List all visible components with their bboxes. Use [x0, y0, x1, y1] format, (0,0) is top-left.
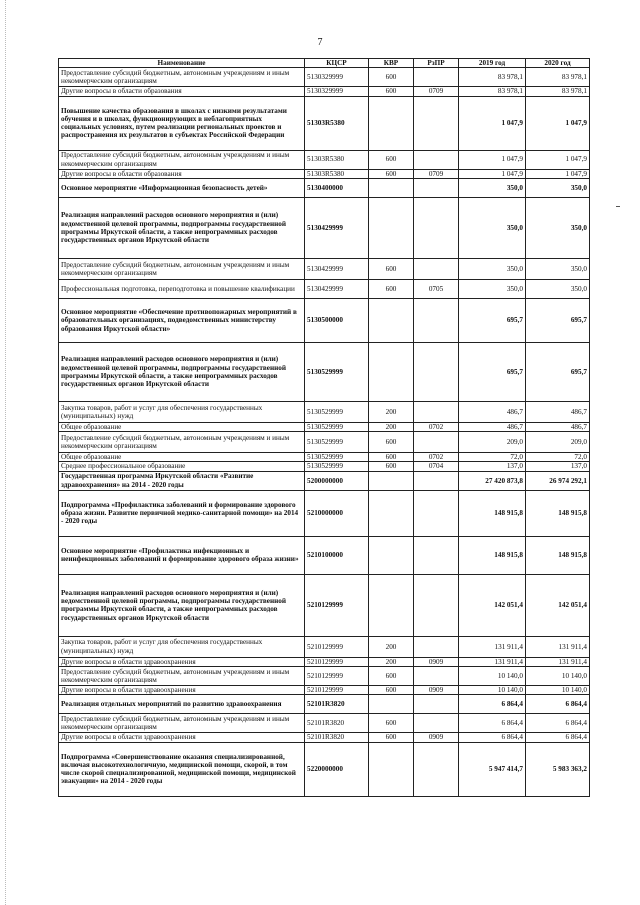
cell-kcsr: 5210129999 — [305, 686, 369, 695]
cell-name: Среднее профессиональное образование — [59, 462, 305, 471]
cell-2019: 142 051,4 — [459, 574, 526, 636]
cell-2019: 6 864,4 — [459, 695, 526, 714]
cell-2019: 6 864,4 — [459, 714, 526, 733]
cell-kvr — [369, 742, 414, 796]
cell-2019: 1 047,9 — [459, 150, 526, 169]
budget-table — [58, 58, 590, 797]
table-row — [59, 87, 590, 96]
cell-rzpr — [414, 636, 459, 657]
cell-rzpr — [414, 96, 459, 150]
cell-kcsr: 5130500000 — [305, 298, 369, 342]
cell-2019: 131 911,4 — [459, 636, 526, 657]
cell-kcsr: 52101R3820 — [305, 695, 369, 714]
cell-kcsr: 5130529999 — [305, 342, 369, 401]
cell-name: Повышение качества образования в школах с низкими результатами обучения и в школах, функционирующих в неблагоприятных социальных условиях, путем реализации региональных проектов и распространения их результатов в субъектах Российской Федерации — [59, 96, 305, 150]
table-row — [59, 401, 590, 422]
cell-kcsr: 5130529999 — [305, 432, 369, 453]
cell-2020: 486,7 — [526, 401, 590, 422]
table-row — [59, 258, 590, 279]
cell-2019: 350,0 — [459, 279, 526, 298]
cell-rzpr: 0909 — [414, 686, 459, 695]
cell-rzpr — [414, 695, 459, 714]
cell-2019: 1 047,9 — [459, 169, 526, 178]
table-row — [59, 714, 590, 733]
table-row — [59, 686, 590, 695]
cell-2020: 350,0 — [526, 258, 590, 279]
cell-kcsr: 5200000000 — [305, 471, 369, 490]
cell-rzpr — [414, 298, 459, 342]
cell-kvr: 600 — [369, 87, 414, 96]
cell-rzpr: 0909 — [414, 657, 459, 666]
cell-name: Реализация направлений расходов основного мероприятия и (или) ведомственной целевой программы, подпрограммы государственной программы Иркутской области, а также непрограммных расходов государственных органов Иркутской области — [59, 342, 305, 401]
cell-kvr: 600 — [369, 733, 414, 742]
header-2019: 2019 год — [459, 59, 526, 68]
cell-rzpr: 0702 — [414, 453, 459, 462]
cell-2019: 148 915,8 — [459, 490, 526, 536]
cell-rzpr — [414, 742, 459, 796]
cell-2019: 6 864,4 — [459, 733, 526, 742]
cell-kcsr: 5210129999 — [305, 636, 369, 657]
cell-name: Общее образование — [59, 422, 305, 431]
cell-kvr: 600 — [369, 68, 414, 87]
cell-2020: 1 047,9 — [526, 169, 590, 178]
cell-2019: 1 047,9 — [459, 96, 526, 150]
table-row — [59, 197, 590, 258]
cell-name: Подпрограмма «Совершенствование оказания специализированной, включая высокотехнологичную, медицинской помощи, скорой, в том числе скорой специализированной, медицинской помощи, медицинской эвакуации» на 2014 - 2020 годы — [59, 742, 305, 796]
cell-2020: 6 864,4 — [526, 695, 590, 714]
cell-name: Другие вопросы в области здравоохранения — [59, 686, 305, 695]
cell-kvr: 600 — [369, 258, 414, 279]
cell-2019: 350,0 — [459, 258, 526, 279]
cell-name: Другие вопросы в области образования — [59, 87, 305, 96]
cell-name: Предоставление субсидий бюджетным, автономным учреждениям и иным некоммерческим организациям — [59, 68, 305, 87]
cell-2019: 486,7 — [459, 401, 526, 422]
cell-2020: 1 047,9 — [526, 150, 590, 169]
cell-name: Предоставление субсидий бюджетным, автономным учреждениям и иным некоммерческим организациям — [59, 714, 305, 733]
cell-2020: 148 915,8 — [526, 536, 590, 574]
cell-kvr — [369, 342, 414, 401]
table-row — [59, 742, 590, 796]
table-row — [59, 169, 590, 178]
cell-rzpr: 0709 — [414, 87, 459, 96]
cell-name: Другие вопросы в области здравоохранения — [59, 657, 305, 666]
table-row — [59, 342, 590, 401]
cell-kcsr: 5130529999 — [305, 422, 369, 431]
table-row — [59, 68, 590, 87]
cell-2019: 131 911,4 — [459, 657, 526, 666]
cell-2019: 83 978,1 — [459, 68, 526, 87]
cell-rzpr — [414, 667, 459, 686]
cell-2020: 350,0 — [526, 178, 590, 197]
cell-kvr — [369, 695, 414, 714]
cell-kcsr: 51303R5380 — [305, 169, 369, 178]
cell-2020: 695,7 — [526, 342, 590, 401]
cell-name: Основное мероприятие «Информационная безопасность детей» — [59, 178, 305, 197]
cell-rzpr — [414, 68, 459, 87]
cell-kvr — [369, 298, 414, 342]
cell-name: Реализация направлений расходов основного мероприятия и (или) ведомственной целевой программы, подпрограммы государственной программы Иркутской области, а также непрограммных расходов государственных органов Иркутской области — [59, 197, 305, 258]
page-edge-line — [5, 0, 6, 905]
table-row — [59, 150, 590, 169]
cell-2019: 72,0 — [459, 453, 526, 462]
cell-kvr: 600 — [369, 714, 414, 733]
cell-kvr: 600 — [369, 462, 414, 471]
cell-2019: 137,0 — [459, 462, 526, 471]
cell-rzpr — [414, 150, 459, 169]
cell-2020: 83 978,1 — [526, 68, 590, 87]
cell-name: Предоставление субсидий бюджетным, автономным учреждениям и иным некоммерческим организациям — [59, 432, 305, 453]
cell-rzpr — [414, 401, 459, 422]
table-row — [59, 657, 590, 666]
cell-kvr: 600 — [369, 432, 414, 453]
cell-2019: 209,0 — [459, 432, 526, 453]
table-row — [59, 667, 590, 686]
table-row — [59, 453, 590, 462]
cell-kvr: 200 — [369, 401, 414, 422]
table-row — [59, 733, 590, 742]
cell-kcsr: 5130529999 — [305, 453, 369, 462]
cell-name: Основное мероприятие «Профилактика инфекционных и неинфекционных заболеваний и формирование здорового образа жизни» — [59, 536, 305, 574]
table-row — [59, 471, 590, 490]
cell-kcsr: 5130529999 — [305, 401, 369, 422]
cell-kcsr: 5130429999 — [305, 197, 369, 258]
header-2020: 2020 год — [526, 59, 590, 68]
cell-name: Реализация направлений расходов основного мероприятия и (или) ведомственной целевой программы, подпрограммы государственной программы Иркутской области, а также непрограммных расходов государственных органов Иркутской области — [59, 574, 305, 636]
cell-kcsr: 52101R3820 — [305, 733, 369, 742]
cell-2020: 131 911,4 — [526, 657, 590, 666]
header-kvr: КВР — [369, 59, 414, 68]
cell-2020: 350,0 — [526, 279, 590, 298]
cell-rzpr — [414, 536, 459, 574]
cell-kvr — [369, 178, 414, 197]
cell-2020: 131 911,4 — [526, 636, 590, 657]
cell-kcsr: 5130400000 — [305, 178, 369, 197]
cell-kcsr: 5130329999 — [305, 87, 369, 96]
cell-name: Профессиональная подготовка, переподготовка и повышение квалификации — [59, 279, 305, 298]
cell-rzpr — [414, 178, 459, 197]
cell-name: Основное мероприятие «Обеспечение противопожарных мероприятий в образовательных организациях, подведомственных министерству образования Иркутской области» — [59, 298, 305, 342]
cell-name: Предоставление субсидий бюджетным, автономным учреждениям и иным некоммерческим организациям — [59, 667, 305, 686]
cell-2020: 26 974 292,1 — [526, 471, 590, 490]
cell-name: Общее образование — [59, 453, 305, 462]
cell-rzpr — [414, 197, 459, 258]
cell-name: Закупка товаров, работ и услуг для обеспечения государственных (муниципальных) нужд — [59, 401, 305, 422]
cell-2019: 5 947 414,7 — [459, 742, 526, 796]
cell-rzpr — [414, 471, 459, 490]
cell-kcsr: 52101R3820 — [305, 714, 369, 733]
table-body — [59, 68, 590, 796]
table-row — [59, 536, 590, 574]
table-row — [59, 574, 590, 636]
cell-2020: 350,0 — [526, 197, 590, 258]
cell-name: Подпрограмма «Профилактика заболеваний и формирование здорового образа жизни. Развитие первичной медико-санитарной помощи» на 2014 - 2020 годы — [59, 490, 305, 536]
cell-kvr — [369, 490, 414, 536]
cell-2020: 486,7 — [526, 422, 590, 431]
cell-rzpr — [414, 432, 459, 453]
header-kcsr: КЦСР — [305, 59, 369, 68]
cell-kvr: 600 — [369, 667, 414, 686]
cell-2020: 209,0 — [526, 432, 590, 453]
cell-kvr: 600 — [369, 279, 414, 298]
cell-name: Закупка товаров, работ и услуг для обеспечения государственных (муниципальных) нужд — [59, 636, 305, 657]
cell-2019: 695,7 — [459, 298, 526, 342]
cell-rzpr: 0702 — [414, 422, 459, 431]
cell-rzpr: 0909 — [414, 733, 459, 742]
cell-name: Предоставление субсидий бюджетным, автономным учреждениям и иным некоммерческим организациям — [59, 150, 305, 169]
cell-kcsr: 5210000000 — [305, 490, 369, 536]
cell-2019: 486,7 — [459, 422, 526, 431]
cell-kcsr: 5130329999 — [305, 68, 369, 87]
cell-kvr — [369, 471, 414, 490]
cell-kcsr: 5130429999 — [305, 258, 369, 279]
cell-kcsr: 5210129999 — [305, 667, 369, 686]
table-row — [59, 298, 590, 342]
cell-name: Государственная программа Иркутской области «Развитие здравоохранения» на 2014 - 2020 годы — [59, 471, 305, 490]
cell-2020: 83 978,1 — [526, 87, 590, 96]
cell-kcsr: 5220000000 — [305, 742, 369, 796]
cell-2019: 27 420 873,8 — [459, 471, 526, 490]
cell-2020: 137,0 — [526, 462, 590, 471]
cell-kvr: 200 — [369, 657, 414, 666]
cell-2019: 148 915,8 — [459, 536, 526, 574]
cell-kvr — [369, 536, 414, 574]
cell-kcsr: 5130529999 — [305, 462, 369, 471]
cell-2020: 1 047,9 — [526, 96, 590, 150]
cell-kvr: 200 — [369, 422, 414, 431]
cell-name: Другие вопросы в области образования — [59, 169, 305, 178]
cell-2020: 142 051,4 — [526, 574, 590, 636]
cell-2020: 6 864,4 — [526, 714, 590, 733]
cell-2019: 350,0 — [459, 197, 526, 258]
cell-kvr — [369, 96, 414, 150]
cell-rzpr — [414, 258, 459, 279]
cell-2020: 6 864,4 — [526, 733, 590, 742]
cell-kcsr: 5130429999 — [305, 279, 369, 298]
table-row — [59, 695, 590, 714]
table-row — [59, 490, 590, 536]
table-row — [59, 279, 590, 298]
cell-2020: 148 915,8 — [526, 490, 590, 536]
cell-kvr: 600 — [369, 169, 414, 178]
cell-2019: 10 140,0 — [459, 686, 526, 695]
cell-2020: 695,7 — [526, 298, 590, 342]
table-row — [59, 178, 590, 197]
cell-kcsr: 5210129999 — [305, 657, 369, 666]
cell-kvr: 600 — [369, 150, 414, 169]
cell-2019: 83 978,1 — [459, 87, 526, 96]
table-header-row — [59, 59, 590, 68]
cell-rzpr: 0705 — [414, 279, 459, 298]
cell-2020: 5 983 363,2 — [526, 742, 590, 796]
table-row — [59, 432, 590, 453]
cell-name: Предоставление субсидий бюджетным, автономным учреждениям и иным некоммерческим организациям — [59, 258, 305, 279]
cell-2019: 350,0 — [459, 178, 526, 197]
cell-kcsr: 51303R5380 — [305, 96, 369, 150]
cell-kcsr: 5210129999 — [305, 574, 369, 636]
cell-kvr: 600 — [369, 453, 414, 462]
cell-rzpr: 0704 — [414, 462, 459, 471]
cell-2020: 10 140,0 — [526, 686, 590, 695]
page-number: 7 — [317, 37, 323, 48]
cell-name: Другие вопросы в области здравоохранения — [59, 733, 305, 742]
header-rzpr: РзПР — [414, 59, 459, 68]
cell-kcsr: 51303R5380 — [305, 150, 369, 169]
cell-2020: 10 140,0 — [526, 667, 590, 686]
cell-2019: 10 140,0 — [459, 667, 526, 686]
cell-rzpr — [414, 342, 459, 401]
cell-kcsr: 5210100000 — [305, 536, 369, 574]
table-row — [59, 636, 590, 657]
cell-2019: 695,7 — [459, 342, 526, 401]
cell-rzpr: 0709 — [414, 169, 459, 178]
cell-2020: 72,0 — [526, 453, 590, 462]
cell-kvr: 600 — [369, 686, 414, 695]
cell-rzpr — [414, 574, 459, 636]
table-row — [59, 462, 590, 471]
cell-kvr: 200 — [369, 636, 414, 657]
header-name: Наименование — [59, 59, 305, 68]
cell-rzpr — [414, 714, 459, 733]
cell-rzpr — [414, 490, 459, 536]
margin-mark — [616, 206, 620, 207]
cell-kvr — [369, 197, 414, 258]
cell-name: Реализация отдельных мероприятий по развитию здравоохранения — [59, 695, 305, 714]
cell-kvr — [369, 574, 414, 636]
table-row — [59, 422, 590, 431]
table-row — [59, 96, 590, 150]
